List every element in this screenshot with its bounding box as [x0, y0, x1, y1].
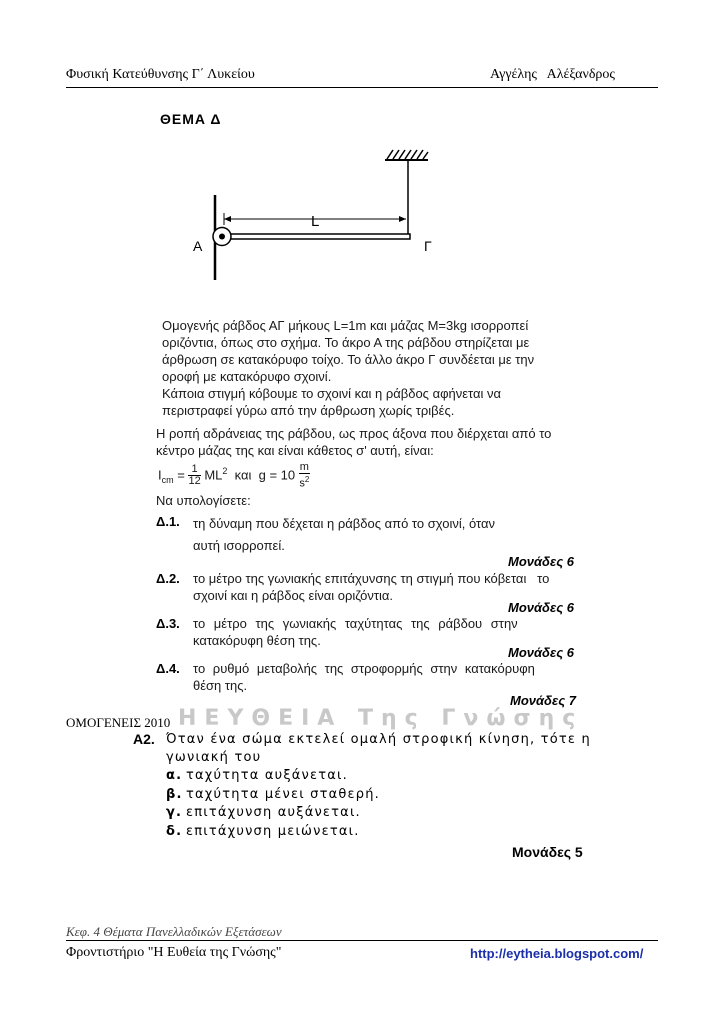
- marks: Μονάδες 6: [508, 645, 574, 660]
- formula-ml: ML: [204, 467, 223, 483]
- item-line: κατακόρυφη θέση της.: [193, 633, 321, 648]
- a2-line: γωνιακή του: [166, 750, 262, 765]
- marks: Μονάδες 6: [508, 600, 574, 615]
- a2-option: β. ταχύτητα μένει σταθερή.: [166, 786, 380, 802]
- ceiling-hatch: [385, 150, 428, 160]
- item-line: τη δύναμη που δέχεται η ράβδος από το σχοινί, όταν: [193, 516, 495, 531]
- footer-chapter: Κεφ. 4 Θέματα Πανελλαδικών Εξετάσεων: [66, 924, 282, 939]
- item-line: το μέτρο της γωνιακής επιτάχυνσης τη στιγμή που κόβεται το: [193, 571, 550, 586]
- intro-line: οριζόντια, όπως στο σχήμα. Το άκρο Α της ράβδου στηρίζεται με: [162, 335, 530, 350]
- compute-label: Να υπολογίσετε:: [156, 493, 251, 508]
- item-label: Δ.1.: [156, 514, 180, 529]
- intro-line: Κάποια στιγμή κόβουμε το σχοινί και η ράβδος αφήνεται να: [162, 386, 502, 401]
- intro-line: Ομογενής ράβδος ΑΓ μήκους L=1m και μάζας M=3kg ισορροπεί: [162, 318, 529, 333]
- a2-option: δ. επιτάχυνση μειώνεται.: [166, 823, 360, 839]
- item-label: Δ.3.: [156, 616, 180, 631]
- item-label: Δ.4.: [156, 661, 180, 676]
- item-text: [193, 660, 593, 694]
- fraction-1-12: [188, 464, 200, 487]
- header-rule: [66, 87, 658, 88]
- footer-rule: [66, 940, 658, 941]
- fraction-numerator: 1: [188, 464, 200, 476]
- formula-icm: I: [158, 467, 162, 483]
- formula: [158, 461, 310, 490]
- item-line: θέση της.: [193, 678, 248, 693]
- formula-square: 2: [222, 466, 228, 476]
- inertia-text: [156, 425, 586, 459]
- item-text: [193, 615, 593, 649]
- hinge-center: [219, 234, 225, 240]
- fraction-m-s2: [299, 462, 310, 490]
- a2-marks: Μονάδες 5: [512, 844, 583, 860]
- footer-link[interactable]: http://eytheia.blogspot.com/: [470, 946, 644, 961]
- inertia-line: κέντρο μάζας της και είναι κάθετος σ' αυτή, είναι:: [156, 443, 434, 458]
- fraction-denominator: $s^2$: [299, 475, 310, 490]
- footer-left: Φροντιστήριο "Η Ευθεία της Γνώσης": [66, 945, 282, 960]
- a2-line: Όταν ένα σώμα εκτελεί ομαλή στροφική κίνηση, τότε η: [166, 732, 591, 747]
- formula-eq: =: [177, 467, 185, 483]
- item-text: [193, 513, 593, 557]
- marks: Μονάδες 7: [510, 693, 576, 708]
- a2-option: α. ταχύτητα αυξάνεται.: [166, 768, 348, 783]
- item-line: αυτή ισορροπεί.: [193, 538, 285, 553]
- item-label: Δ.2.: [156, 571, 180, 586]
- label-a: Α: [193, 238, 203, 254]
- marks: Μονάδες 6: [508, 554, 574, 569]
- formula-and: και: [234, 467, 252, 483]
- fraction-denominator: 12: [188, 475, 201, 488]
- intro-line: άρθρωση σε κατακόρυφο τοίχο. Το άλλο άκρο Γ συνδέεται με την: [162, 352, 535, 367]
- formula-g: g = 10: [258, 467, 296, 483]
- intro-line: περιστραφεί γύρω από την άρθρωση χωρίς τριβές.: [162, 403, 455, 418]
- fraction-numerator: m: [299, 461, 309, 474]
- item-text: [193, 570, 593, 604]
- a2-option: γ. επιτάχυνση αυξάνεται.: [166, 805, 361, 820]
- item-line: το ρυθμό μεταβολής της στροφορμής στην κατακόρυφη: [193, 661, 535, 676]
- intro-line: οροφή με κατακόρυφο σχοινί.: [162, 369, 332, 384]
- header-left: Φυσική Κατεύθυνσης Γ΄ Λυκείου: [66, 67, 255, 82]
- item-line: το μέτρο της γωνιακής ταχύτητας της ράβδου στην: [193, 616, 518, 631]
- a2-options: [166, 767, 380, 841]
- problem-intro: [162, 317, 582, 419]
- item-line: σχοινί και η ράβδος είναι οριζόντια.: [193, 588, 394, 603]
- rod: [222, 234, 410, 239]
- inertia-line: Η ροπή αδράνειας της ράβδου, ως προς άξονα που διέρχεται από το: [156, 426, 552, 441]
- label-length: L: [311, 213, 320, 230]
- section2-label: ΟΜΟΓΕΝΕΙΣ 2010: [66, 715, 171, 730]
- watermark: ΗΕΥΘΕΙΑ Της Γνώσης: [178, 706, 584, 731]
- header-right: Αγγέλης Αλέξανδρος: [490, 67, 615, 82]
- formula-icm-sub: cm: [161, 474, 174, 485]
- a2-label: Α2.: [133, 731, 155, 747]
- section-title: ΘΕΜΑ Δ: [160, 111, 222, 127]
- a2-question: [166, 731, 606, 767]
- label-g: Γ: [424, 238, 432, 254]
